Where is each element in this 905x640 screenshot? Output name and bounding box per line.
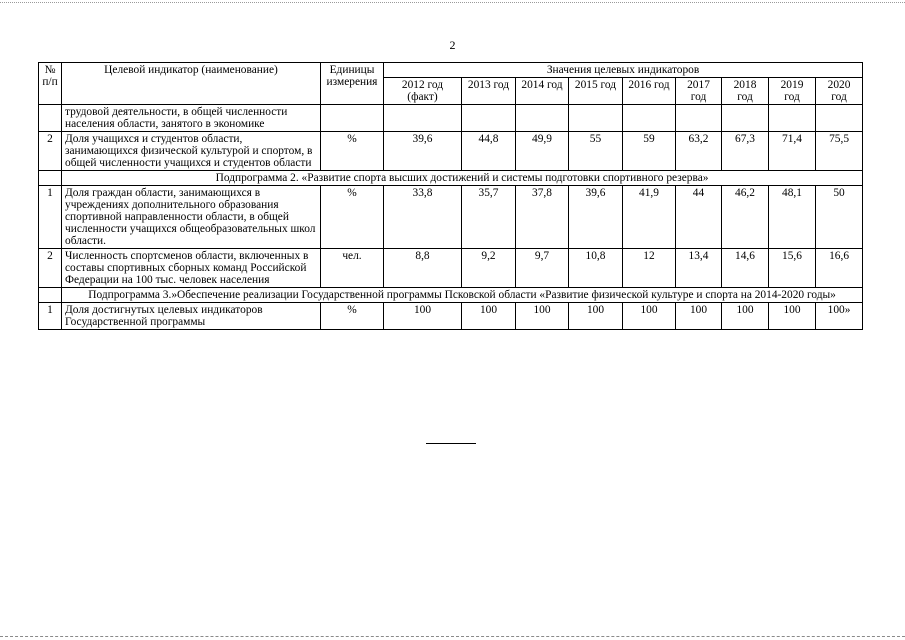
cell-value [384, 105, 462, 132]
header-units: Единицы измерения [321, 63, 384, 105]
cell-indicator: Доля граждан области, занимающихся в учреждениях дополнительного образования спортивной направленности области, в общей численности учащихся общеобразовательных школ области. [62, 186, 321, 249]
table-row [39, 132, 863, 171]
cell-value: 15,6 [769, 249, 816, 288]
cell-unit [321, 105, 384, 132]
cell-value: 71,4 [769, 132, 816, 171]
cell-value: 44,8 [462, 132, 516, 171]
cell-unit: % [321, 186, 384, 249]
header-year: 2013 год [462, 78, 516, 105]
cell-value: 75,5 [816, 132, 863, 171]
cell-unit: % [321, 303, 384, 330]
cell-value: 100 [722, 303, 769, 330]
cell-value [722, 105, 769, 132]
cell-value: 33,8 [384, 186, 462, 249]
table-row-continuation [39, 105, 863, 132]
cell-value: 16,6 [816, 249, 863, 288]
cell-value: 100 [623, 303, 676, 330]
cell-value: 48,1 [769, 186, 816, 249]
cell-num [39, 171, 62, 186]
cell-value: 100 [676, 303, 722, 330]
cell-indicator: Численность спортсменов области, включенных в составы спортивных сборных команд Российской Федерации на 100 тыс. человек населения [62, 249, 321, 288]
cell-value: 41,9 [623, 186, 676, 249]
scan-edge-top [0, 2, 905, 3]
cell-value: 35,7 [462, 186, 516, 249]
header-year: 2014 год [516, 78, 569, 105]
cell-num: 1 [39, 186, 62, 249]
cell-unit: чел. [321, 249, 384, 288]
table-row [39, 249, 863, 288]
scan-edge-bottom [0, 636, 905, 637]
header-year: 2015 год [569, 78, 623, 105]
header-year: 2019 год [769, 78, 816, 105]
cell-value: 37,8 [516, 186, 569, 249]
cell-value: 39,6 [384, 132, 462, 171]
cell-value [623, 105, 676, 132]
cell-value: 44 [676, 186, 722, 249]
cell-value [769, 105, 816, 132]
header-indicator: Целевой индикатор (наименование) [62, 63, 321, 105]
cell-num: 1 [39, 303, 62, 330]
cell-value: 14,6 [722, 249, 769, 288]
header-year: 2017 год [676, 78, 722, 105]
subprogram-row [39, 288, 863, 303]
header-year: 2018 год [722, 78, 769, 105]
page-number: 2 [449, 38, 456, 52]
cell-value: 13,4 [676, 249, 722, 288]
cell-value: 63,2 [676, 132, 722, 171]
cell-value: 55 [569, 132, 623, 171]
subprogram-2-title: Подпрограмма 2. «Развитие спорта высших достижений и системы подготовки спортивного резерва» [62, 171, 863, 186]
cell-value [516, 105, 569, 132]
cell-indicator: Доля учащихся и студентов области, занимающихся физической культурой и спортом, в общей численности учащихся и студентов области [62, 132, 321, 171]
cell-value: 9,7 [516, 249, 569, 288]
cell-value: 67,3 [722, 132, 769, 171]
cell-value: 49,9 [516, 132, 569, 171]
cell-num [39, 288, 62, 303]
cell-value: 10,8 [569, 249, 623, 288]
cell-num: 2 [39, 132, 62, 171]
cell-value: 100 [462, 303, 516, 330]
cell-value: 100 [516, 303, 569, 330]
header-num: № п/п [39, 63, 62, 105]
cell-unit: % [321, 132, 384, 171]
cell-value: 8,8 [384, 249, 462, 288]
cell-value: 59 [623, 132, 676, 171]
cell-value: 100 [569, 303, 623, 330]
cell-value [462, 105, 516, 132]
table-row [39, 186, 863, 249]
cell-value [816, 105, 863, 132]
subprogram-3-title: Подпрограмма 3.»Обеспечение реализации Государственной программы Псковской области «Развитие физической культуре и спорта на 2014-2020 годы» [62, 288, 863, 303]
cell-indicator: трудовой деятельности, в общей численности населения области, занятого в экономике [62, 105, 321, 132]
cell-value [569, 105, 623, 132]
cell-value: 100 [384, 303, 462, 330]
subprogram-row [39, 171, 863, 186]
cell-num: 2 [39, 249, 62, 288]
cell-value: 12 [623, 249, 676, 288]
cell-value: 46,2 [722, 186, 769, 249]
cell-value: 9,2 [462, 249, 516, 288]
header-year: 2020 год [816, 78, 863, 105]
cell-value: 100» [816, 303, 863, 330]
header-row-1 [39, 63, 863, 78]
header-year: 2012 год (факт) [384, 78, 462, 105]
target-indicators-table [38, 62, 863, 330]
cell-indicator: Доля достигнутых целевых индикаторов Государственной программы [62, 303, 321, 330]
cell-value: 50 [816, 186, 863, 249]
end-rule [426, 443, 476, 444]
cell-value: 100 [769, 303, 816, 330]
table-row [39, 303, 863, 330]
header-values-group: Значения целевых индикаторов [384, 63, 863, 78]
cell-value [676, 105, 722, 132]
cell-value: 39,6 [569, 186, 623, 249]
cell-num [39, 105, 62, 132]
header-year: 2016 год [623, 78, 676, 105]
